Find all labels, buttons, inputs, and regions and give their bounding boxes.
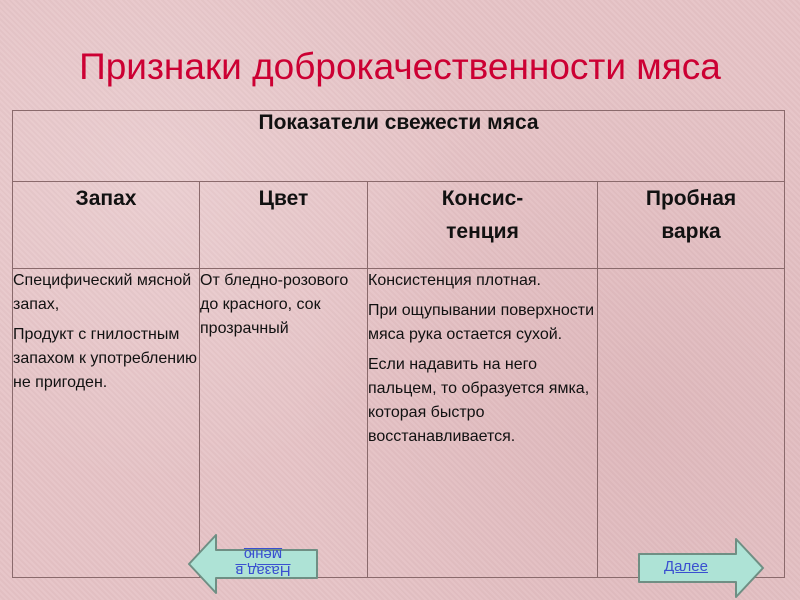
column-header-line: Пробная — [645, 187, 737, 210]
column-header-line: тенция — [446, 220, 519, 243]
cell-paragraph: Если надавить на него пальцем, то образуется ямка, которая быстро восстанавливается. — [368, 356, 590, 445]
cell-paragraph: Специфический мясной запах, — [13, 272, 192, 313]
freshness-table — [12, 110, 785, 578]
cell-smell — [13, 269, 200, 578]
back-to-menu-button[interactable] — [188, 534, 318, 594]
column-header-line: варка — [661, 220, 721, 243]
cell-paragraph: Продукт с гнилостным запахом к употреблению не пригоден. — [13, 326, 198, 391]
column-header-line: Консис- — [441, 187, 524, 210]
column-header-smell — [13, 182, 200, 269]
cell-consistency — [368, 269, 598, 578]
cell-paragraph: Консистенция плотная. — [368, 272, 541, 289]
cell-paragraph: При ощупывании поверхности мяса рука остается сухой. — [368, 302, 595, 343]
column-header-line: Цвет — [258, 187, 309, 210]
column-header-line: Запах — [75, 187, 137, 210]
cell-test-boil — [598, 269, 785, 578]
next-label: Далее — [664, 558, 708, 575]
column-header-test-boil — [598, 182, 785, 269]
column-header-color — [200, 182, 368, 269]
cell-paragraph: От бледно-розового до красного, сок прозрачный — [200, 272, 349, 337]
back-to-menu-label: Назад в меню — [235, 546, 291, 579]
column-header-consistency — [368, 182, 598, 269]
cell-color — [200, 269, 368, 578]
table-main-header: Показатели свежести мяса — [13, 111, 785, 182]
next-button[interactable] — [638, 538, 764, 598]
page-title: Признаки доброкачественности мяса — [79, 46, 721, 87]
